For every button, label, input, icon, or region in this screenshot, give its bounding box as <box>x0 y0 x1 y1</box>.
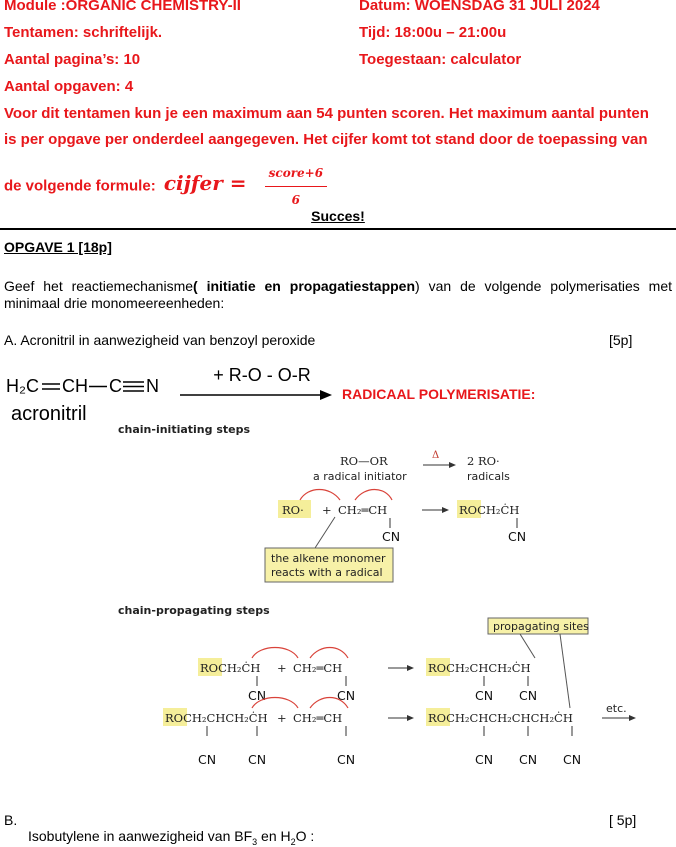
row1-cn-1: CN <box>248 688 267 703</box>
row1-left: ROCH₂ĊH <box>200 661 261 675</box>
row2-ch2-ch: CH₂═CH <box>293 711 343 725</box>
row2-plus: + <box>277 711 287 725</box>
reaction-arrow <box>180 389 332 401</box>
time-label: Tijd: 18:00u – 21:00u <box>359 24 507 41</box>
intro-line-2: is per opgave per onderdeel aangegeven. Het cijfer komt tot stand door de toepassing van <box>4 131 648 148</box>
part-b-points: [ 5p] <box>609 812 637 828</box>
questions-count-label: Aantal opgaven: 4 <box>4 78 134 95</box>
row1-curved-1 <box>252 648 298 659</box>
etc-label: etc. <box>606 702 627 715</box>
module-label: Module :ORGANIC CHEMISTRY-II <box>4 0 241 14</box>
instruction-pre: Geef het reactiemechanisme <box>4 278 194 294</box>
initiating-title: chain-initiating steps <box>118 423 251 436</box>
header-row-3 <box>4 51 672 71</box>
initiator-label: a radical initiator <box>313 470 407 483</box>
two-ro: 2 RO· <box>467 454 500 468</box>
n-atom: N <box>146 376 159 396</box>
sites-pointer-2 <box>560 634 570 708</box>
instruction-bold: ( initiatie en propagatiestappen <box>193 278 416 294</box>
reaction-type <box>342 386 535 402</box>
row1-curved-2 <box>310 648 348 659</box>
reaction-type-label: RADICAAL POLYMERISATIE <box>342 386 531 402</box>
formula-denominator: 6 <box>291 193 301 207</box>
formula-intro: de volgende formule: <box>4 177 156 195</box>
row1-product-cn-1: CN <box>475 688 494 703</box>
part-b-text <box>28 828 314 847</box>
intro-line-1: Voor dit tentamen kun je een maximum aan 54 punten scoren. Het maximum aantal punten <box>4 105 649 122</box>
part-b-label: B. <box>4 812 18 828</box>
row2-cn-2: CN <box>248 752 267 767</box>
question-1-instruction <box>4 278 672 312</box>
c-atom: C <box>109 376 122 396</box>
header-row-4 <box>4 78 672 98</box>
row1-cn-2: CN <box>337 688 356 703</box>
etc-arrowhead <box>629 715 636 721</box>
row2-cn-1: CN <box>198 752 217 767</box>
part-a-label: A. Acronitril in aanwezigheid van benzoyl peroxide <box>4 332 316 348</box>
callout-line-1: the alkene monomer <box>271 552 386 565</box>
row1-arrowhead <box>407 665 414 671</box>
part-a-points: [5p] <box>609 332 633 348</box>
row2-product: ROCH₂CHCH₂CHCH₂ĊH <box>428 711 573 725</box>
row2-cn-3: CN <box>337 752 356 767</box>
mechanism-figure <box>110 418 670 774</box>
delta-symbol: Δ <box>432 450 440 461</box>
intro-line-3 <box>4 162 672 211</box>
callout-pointer <box>315 517 335 548</box>
ch2-ch-1: CH₂═CH <box>338 503 388 517</box>
header-row-2 <box>4 24 672 44</box>
ro-or: RO—OR <box>340 454 388 468</box>
acronitril-name: acronitril <box>11 403 87 425</box>
part-b-sub-1: 3 <box>252 836 258 847</box>
row1-ch2-ch: CH₂═CH <box>293 661 343 675</box>
ro-dot: RO· <box>282 503 304 517</box>
pages-label: Aantal pagina’s: 10 <box>4 51 141 68</box>
formula-lhs: cijfer = <box>163 171 247 196</box>
row2-product-cn-3: CN <box>563 752 582 767</box>
sites-pointer-1 <box>520 634 535 658</box>
propagating-title: chain-propagating steps <box>118 604 270 617</box>
cn-2: CN <box>508 529 527 544</box>
ch-atom: CH <box>62 376 88 396</box>
row2-left: ROCH₂CHCH₂ĊH <box>165 711 268 725</box>
reaction-type-colon: : <box>530 386 536 402</box>
part-b-text-post: O : <box>295 828 315 844</box>
allowed-label: Toegestaan: calculator <box>359 51 522 68</box>
acronitril-svg <box>6 372 166 402</box>
date-label: Datum: WOENSDAG 31 JULI 2024 <box>359 0 600 14</box>
succes-label: Succes! <box>311 208 365 224</box>
formula-numerator: score+6 <box>265 162 327 187</box>
row1-product-cn-2: CN <box>519 688 538 703</box>
curved-arrow-2 <box>355 490 392 501</box>
question-1-title: OPGAVE 1 [18p] <box>4 239 112 255</box>
part-b-text-mid: en H <box>257 828 291 844</box>
row1-plus: + <box>277 661 287 675</box>
instruction-post: ) van de volgende polymerisaties met minimaal drie monomeereenheden: <box>4 278 673 311</box>
reagent-label: + R-O - O-R <box>213 365 311 385</box>
product-1: ROCH₂ĊH <box>459 503 520 517</box>
init-product-arrowhead <box>442 507 449 513</box>
part-b-text-pre: Isobutylene in aanwezigheid van BF <box>28 828 253 844</box>
part-b-sub-2: 2 <box>290 836 296 847</box>
row2-product-cn-2: CN <box>519 752 538 767</box>
row1-product: ROCH₂CHCH₂ĊH <box>428 661 531 675</box>
exam-type-label: Tentamen: schriftelijk. <box>4 24 163 41</box>
radicals-label: radicals <box>467 470 510 483</box>
callout-line-2: reacts with a radical <box>271 566 383 579</box>
acronitril-structure <box>6 372 166 407</box>
cn-1: CN <box>382 529 401 544</box>
header-divider <box>0 228 676 230</box>
plus-1: + <box>322 503 332 517</box>
initiation-arrowhead <box>449 462 456 468</box>
header-row-1 <box>4 0 672 17</box>
row2-product-cn-1: CN <box>475 752 494 767</box>
h2c-atom: H₂C <box>6 376 39 396</box>
propagating-sites-label: propagating sites <box>493 620 589 633</box>
row2-arrowhead <box>407 715 414 721</box>
curved-arrow-1 <box>300 490 340 501</box>
formula-fraction <box>265 162 327 211</box>
